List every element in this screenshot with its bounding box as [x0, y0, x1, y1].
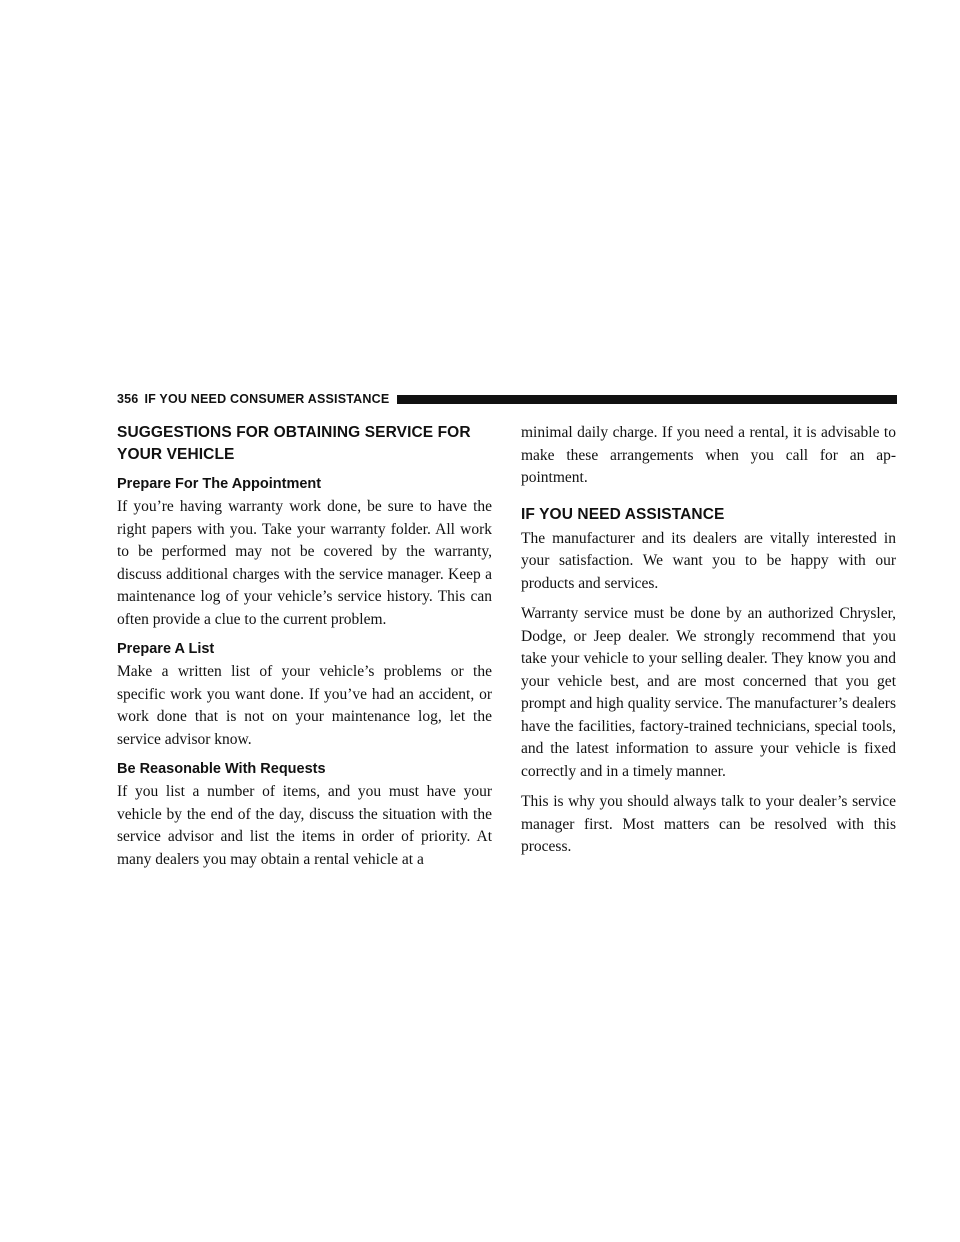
subhead-reasonable-requests: Be Reasonable With Requests	[117, 761, 326, 777]
section-title-assistance: IF YOU NEED ASSISTANCE	[521, 505, 725, 523]
paragraph-assistance-2: Warranty service must be done by an authorized Chrysler, Dodge, or Jeep dealer. We strongly recommend that you take your vehicle to your selling dealer. They know you and your vehicle best, and are most concerned that you get prompt and high quality service. The manufacturer’s dealers have the facilities, factory-trained technicians, special tools, and the latest information to assure your vehicle is fixed correctly and in a timely manner.	[521, 605, 896, 780]
page-number: 356	[117, 392, 139, 406]
paragraph-prepare-appointment: If you’re having warranty work done, be sure to have the right papers with you. Take your warranty folder. All work to be performed may not be covered by the warranty, discuss additional charges with the service manager. Keep a maintenance log of your vehicle’s service history. This can often provide a clue to the current problem.	[117, 498, 492, 628]
header-rule	[397, 395, 897, 404]
section-title-suggestions: SUGGESTIONS FOR OBTAINING SERVICE FOR YOUR VEHICLE	[117, 424, 471, 463]
left-column	[117, 422, 492, 879]
paragraph-assistance-3: This is why you should always talk to your dealer’s service manager first. Most matters can be resolved with this process.	[521, 793, 896, 855]
running-head: IF YOU NEED CONSUMER ASSISTANCE	[144, 392, 390, 406]
paragraph-assistance-1: The manufacturer and its dealers are vitally interested in your satisfaction. We want you to be happy with our products and services.	[521, 529, 896, 592]
paragraph-prepare-list: Make a written list of your vehicle’s problems or the specific work you want done. If you’ve had an accident, or work done that is not on your maintenance log, let the service advisor know.	[117, 663, 492, 748]
subhead-prepare-list: Prepare A List	[117, 641, 215, 657]
subhead-prepare-appointment: Prepare For The Appointment	[117, 476, 322, 492]
page-header	[117, 391, 897, 407]
right-column	[521, 422, 896, 867]
paragraph-continuation: minimal daily charge. If you need a rental, it is advisable to make these arrangements when you call for an ap-pointment.	[521, 424, 896, 486]
paragraph-reasonable-requests: If you list a number of items, and you must have your vehicle by the end of the day, discuss the situation with the service advisor and list the items in order of priority. At many dealers you may obtain a rental vehicle at a	[117, 783, 492, 868]
